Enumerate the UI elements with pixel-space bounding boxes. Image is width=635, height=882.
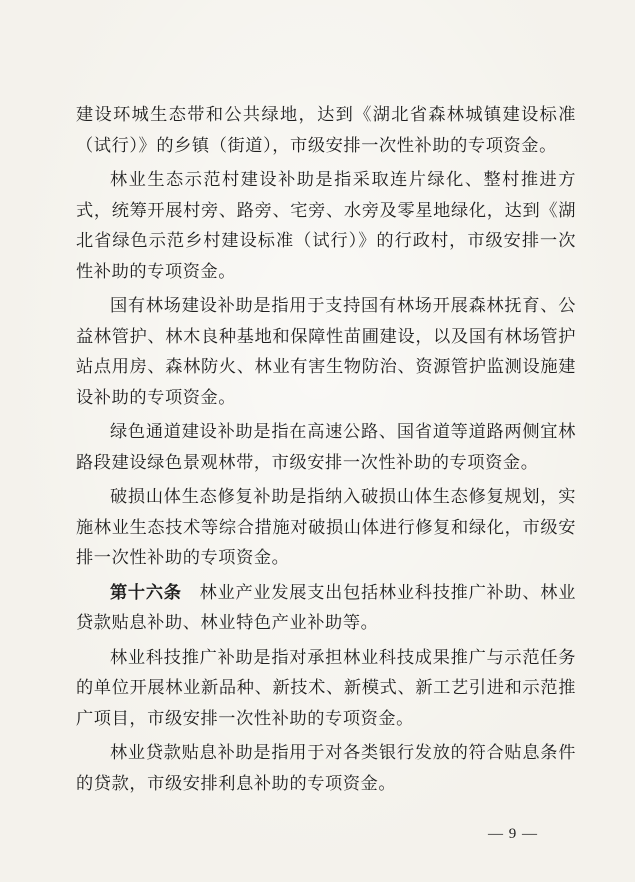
article-number: 第十六条 [110,582,182,603]
paragraph-2 [76,165,576,287]
paragraph-1-text: 建设环城生态带和公共绿地，达到《湖北省森林城镇建设标准（试行）》的乡镇（街道），市级安排一次性补助的专项资金。 [76,105,576,156]
paragraph-1 [76,100,576,161]
paragraph-8 [76,738,576,799]
paragraph-7 [76,643,576,735]
paragraph-8-text: 林业贷款贴息补助是指用于对各类银行发放的符合贴息条件的贷款，市级安排利息补助的专项资金。 [76,743,576,794]
body-text [76,100,576,799]
paragraph-4-text: 绿色通道建设补助是指在高速公路、国省道等道路两侧宜林路段建设绿色景观林带，市级安排一次性补助的专项资金。 [76,422,576,473]
paragraph-5-text: 破损山体生态修复补助是指纳入破损山体生态修复规划，实施林业生态技术等综合措施对破损山体进行修复和绿化，市级安排一次性补助的专项资金。 [76,487,576,568]
paragraph-6 [76,578,576,639]
page-number: — 9 — [488,826,538,842]
paragraph-3 [76,291,576,413]
paragraph-6-text: 林业产业发展支出包括林业科技推广补助、林业贷款贴息补助、林业特色产业补助等。 [76,582,576,633]
paragraph-3-text: 国有林场建设补助是指用于支持国有林场开展森林抚育、公益林管护、林木良种基地和保障性苗圃建设，以及国有林场管护站点用房、森林防火、林业有害生物防治、资源管护监测设施建设补助的专项资金。 [76,296,576,408]
paragraph-4 [76,417,576,478]
paragraph-2-text: 林业生态示范村建设补助是指采取连片绿化、整村推进方式，统筹开展村旁、路旁、宅旁、水旁及零星地绿化，达到《湖北省绿色示范乡村建设标准（试行）》的行政村，市级安排一次性补助的专项资金。 [76,170,576,282]
paragraph-7-text: 林业科技推广补助是指对承担林业科技成果推广与示范任务的单位开展林业新品种、新技术、新模式、新工艺引进和示范推广项目，市级安排一次性补助的专项资金。 [76,647,576,729]
paragraph-5 [76,482,576,574]
